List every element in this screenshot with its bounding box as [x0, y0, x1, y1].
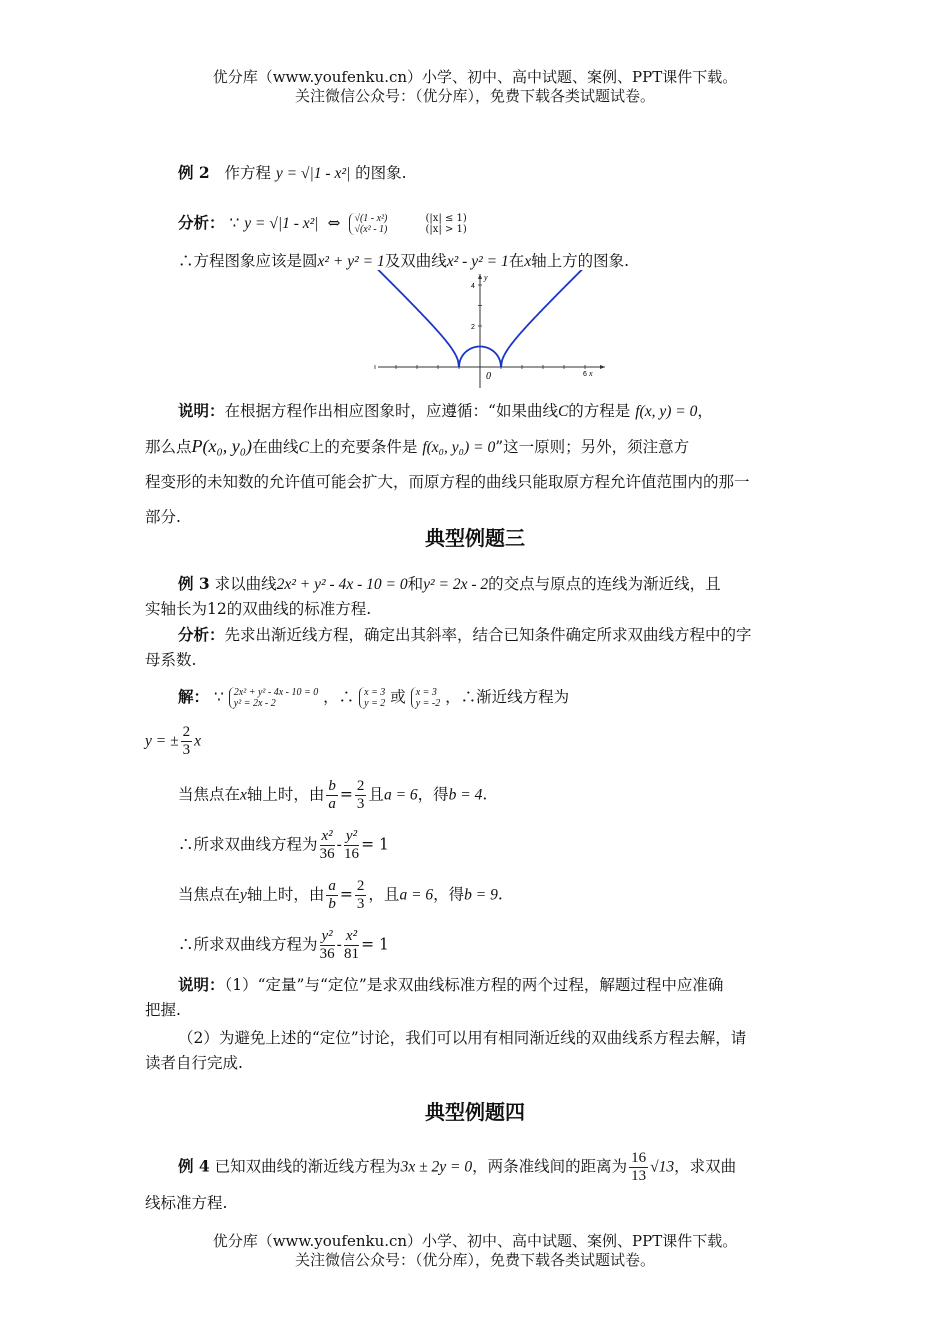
solution-y: y = -2 [415, 698, 441, 709]
asymptote-suffix: x [194, 732, 201, 750]
example-text: ，两条准线间的距离为 [472, 1157, 628, 1176]
a-value: a = 6 [383, 786, 418, 804]
example-text: 作方程 [224, 164, 271, 182]
result-2 [178, 928, 840, 963]
case-text: ，得 [433, 885, 465, 904]
b-value: b = 4 [448, 786, 483, 804]
example-2 [178, 160, 840, 186]
footer-line-1: 优分库（www.youfenku.cn）小学、初中、高中试题、案例、PPT课件下载。 [212, 1232, 738, 1250]
fraction-denominator: 36 [319, 946, 335, 962]
result-fraction-1 [320, 928, 335, 963]
example-label: 例 3 [178, 574, 210, 593]
origin-label: 0 [486, 371, 491, 382]
y-axis-label: y [484, 273, 488, 282]
fraction-numerator: y² [345, 828, 358, 844]
piecewise-system [349, 213, 466, 235]
case-text: ，得 [417, 785, 449, 804]
fraction-numerator: a [328, 878, 336, 894]
system-eq-1: 2x² + y² - 4x - 10 = 0 [233, 687, 319, 698]
equals-one: = 1 [361, 835, 389, 854]
example-label: 例 2 [178, 163, 210, 182]
point-expression: P(x₀, y₀) [191, 436, 252, 456]
y-axis-arrow [478, 274, 482, 279]
note-text: 那么点 [145, 438, 192, 456]
value-fraction [355, 778, 367, 813]
minus-sign: - [336, 935, 342, 954]
fraction-numerator: x² [345, 928, 358, 944]
case-2: √(x² - 1) [354, 224, 388, 235]
ratio-fraction [326, 778, 338, 813]
analysis-3 [145, 622, 807, 673]
solution-x: x = 3 [364, 687, 386, 698]
axis-name: x [240, 786, 247, 804]
y-tick-label: 2 [471, 324, 475, 331]
analysis-label: 分析： [178, 625, 225, 644]
example-text: 求以曲线 [214, 575, 277, 593]
note-text: 部分. [145, 508, 181, 526]
curve-equation-2: y² = 2x - 2 [423, 576, 489, 593]
ratio-fraction [326, 878, 338, 913]
x-tick-label: 6 [583, 371, 587, 378]
solution-y: y = 2 [364, 698, 386, 709]
value-fraction [355, 878, 367, 913]
result-fraction-1 [320, 828, 335, 863]
function-graph [370, 270, 615, 390]
analysis-label: 分析： [178, 213, 225, 232]
example-text: 的交点与原点的连线为渐近线，且 [488, 575, 721, 593]
case-text: 轴上时，由 [246, 885, 325, 904]
curve-name: C [557, 403, 569, 420]
equals-one: = 1 [361, 935, 389, 954]
b-value: b = 9 [464, 886, 498, 904]
axis-name: y [240, 886, 247, 904]
equation-system [229, 687, 318, 709]
case-text: 当焦点在 [178, 785, 241, 804]
section-title-4: 典型例题四 [425, 1100, 525, 1124]
note-text: 读者自行完成. [145, 1054, 243, 1072]
example-equation: y = √|1 - x²| [275, 165, 351, 182]
curve-hyperbola-left [375, 270, 459, 367]
fraction-numerator: 2 [182, 724, 191, 740]
fraction-numerator: y² [321, 928, 333, 944]
y-tick-label: 4 [471, 283, 475, 290]
analysis-2: 分析： ∵ y = √|1 - x²| ⇔ √(1 - x²) (|x| ≤ 1) √(x² - 1) (|x| > 1) [178, 213, 467, 235]
asymptote-equation: 3x ± 2y = 0 [400, 1158, 473, 1176]
minus-sign: - [336, 835, 342, 854]
solution-x: x = 3 [415, 687, 437, 698]
solution-system-2 [411, 687, 441, 709]
note-text: 在曲线 [252, 438, 299, 456]
conclusion-a: ∴方程图象应该是圆 [178, 252, 318, 270]
example-label: 例 4 [178, 1156, 210, 1176]
case-y-axis [178, 878, 840, 913]
asymptote-prefix: y = ± [145, 732, 179, 750]
case-x-axis [178, 778, 840, 813]
example-text: 线标准方程. [145, 1194, 228, 1212]
case-text: 当焦点在 [178, 885, 241, 904]
analysis-text: 先求出渐近线方程，确定出其斜率，结合已知条件确定所求双曲线方程中的字 [224, 626, 752, 644]
solution-3 [145, 684, 807, 759]
conclusion-b: 及双曲线 [384, 252, 447, 270]
fraction-denominator: a [328, 796, 336, 812]
example-text: 和 [407, 575, 424, 593]
header-line-2: 关注微信公众号：（优分库），免费下载各类试题试卷。 [294, 87, 655, 105]
case-text: ，且 [368, 885, 400, 904]
fraction-denominator: 13 [631, 1168, 647, 1184]
note-text: ”这一原则；另外，须注意方 [495, 438, 690, 456]
fraction-denominator: 3 [356, 896, 365, 912]
result-text: ∴所求双曲线方程为 [178, 835, 318, 854]
function-equation-2: f(x₀, y₀) = 0 [422, 439, 496, 456]
footer-line-2: 关注微信公众号：（优分库），免费下载各类试题试卷。 [294, 1251, 655, 1269]
note-text: ， [697, 402, 713, 420]
example-suffix: 的图象. [355, 164, 407, 182]
because-symbol: ∵ [229, 214, 240, 232]
fraction-denominator: 81 [344, 946, 359, 962]
note-text: （1）“定量”与“定位”是求双曲线标准方程的两个过程，解题过程中应准确 [224, 976, 724, 994]
function-equation: f(x, y) = 0 [635, 403, 698, 420]
or-text: 或 [390, 688, 406, 706]
curve-hyperbola-right [501, 270, 585, 367]
note-text: 上的充要条件是 [308, 438, 418, 456]
result-text: ∴所求双曲线方程为 [178, 935, 318, 954]
result-fraction-2 [344, 928, 359, 963]
case-1: √(1 - x²) [354, 213, 388, 224]
fraction-denominator: b [328, 896, 336, 912]
fraction-denominator: 3 [356, 796, 365, 812]
system-eq-2: y² = 2x - 2 [233, 698, 276, 709]
note-text: 程变形的未知数的允许值可能会扩大，而原方程的曲线只能取原方程允许值范围内的那一 [145, 473, 750, 491]
result-fraction-2 [344, 828, 359, 863]
note-3 [145, 972, 807, 1076]
condition-1: (|x| ≤ 1) [425, 213, 467, 224]
fraction-numerator: 2 [356, 778, 365, 794]
solution-system-1 [359, 687, 385, 709]
fraction-denominator: 16 [344, 846, 359, 862]
period: . [497, 885, 503, 904]
condition-2: (|x| > 1) [425, 224, 467, 235]
equals-sign: = [339, 885, 353, 904]
fraction-numerator: b [328, 778, 336, 794]
example-text: 已知双曲线的渐近线方程为 [214, 1157, 401, 1176]
asymptote-fraction [181, 724, 193, 759]
solution-label: 解： [178, 687, 210, 706]
example-4 [145, 1150, 807, 1216]
fraction-numerator: 2 [356, 878, 365, 894]
result-1 [178, 828, 840, 863]
because-symbol: ∵ [213, 688, 224, 706]
fraction-denominator: 36 [319, 846, 335, 862]
header-line-1: 优分库（www.youfenku.cn）小学、初中、高中试题、案例、PPT课件下载。 [212, 68, 738, 86]
solution-text: ，∴渐近线方程为 [445, 688, 570, 706]
page-footer [0, 1232, 950, 1270]
note-text: （2）为避免上述的“定位”讨论，我们可以用有相同渐近线的双曲线系方程去解，请 [178, 1029, 747, 1047]
example-text: 实轴长为12的双曲线的标准方程. [145, 600, 372, 618]
x-axis-label: x [589, 369, 593, 378]
fraction-numerator: x² [321, 828, 333, 844]
fraction-numerator: 16 [631, 1150, 647, 1166]
note-label: 说明： [178, 975, 225, 994]
case-text: 轴上时，由 [246, 785, 325, 804]
example-text: ，求双曲 [674, 1157, 737, 1176]
fraction-denominator: 3 [182, 742, 191, 758]
period: . [482, 785, 488, 804]
analysis-equation: y = √|1 - x²| [244, 215, 319, 232]
section-title-3: 典型例题三 [425, 526, 525, 550]
conclusion-c: 在 [508, 252, 525, 270]
note-2 [145, 398, 807, 530]
curve-name: C [298, 439, 309, 456]
curve-equation-1: 2x² + y² - 4x - 10 = 0 [276, 576, 408, 593]
circle-equation: x² + y² = 1 [317, 253, 385, 270]
conclusion-d: 轴上方的图象. [531, 252, 630, 270]
note-text: 把握. [145, 1001, 181, 1019]
note-label: 说明： [178, 401, 225, 420]
analysis-text: 母系数. [145, 651, 197, 669]
x-axis-arrow [600, 365, 605, 369]
hyperbola-equation: x² - y² = 1 [446, 253, 509, 270]
a-value: a = 6 [399, 886, 434, 904]
example-3 [145, 571, 807, 622]
case-text: 且 [368, 785, 384, 804]
page-header [0, 68, 950, 106]
axis-name: x [524, 253, 532, 270]
therefore-symbol: ，∴ [323, 688, 355, 706]
equals-sign: = [339, 785, 353, 804]
distance-fraction [629, 1150, 648, 1185]
sqrt-expression: √13 [650, 1158, 675, 1176]
note-text: 在根据方程作出相应图象时，应遵循：“如果曲线 [224, 402, 558, 420]
note-text: 的方程是 [568, 402, 631, 420]
